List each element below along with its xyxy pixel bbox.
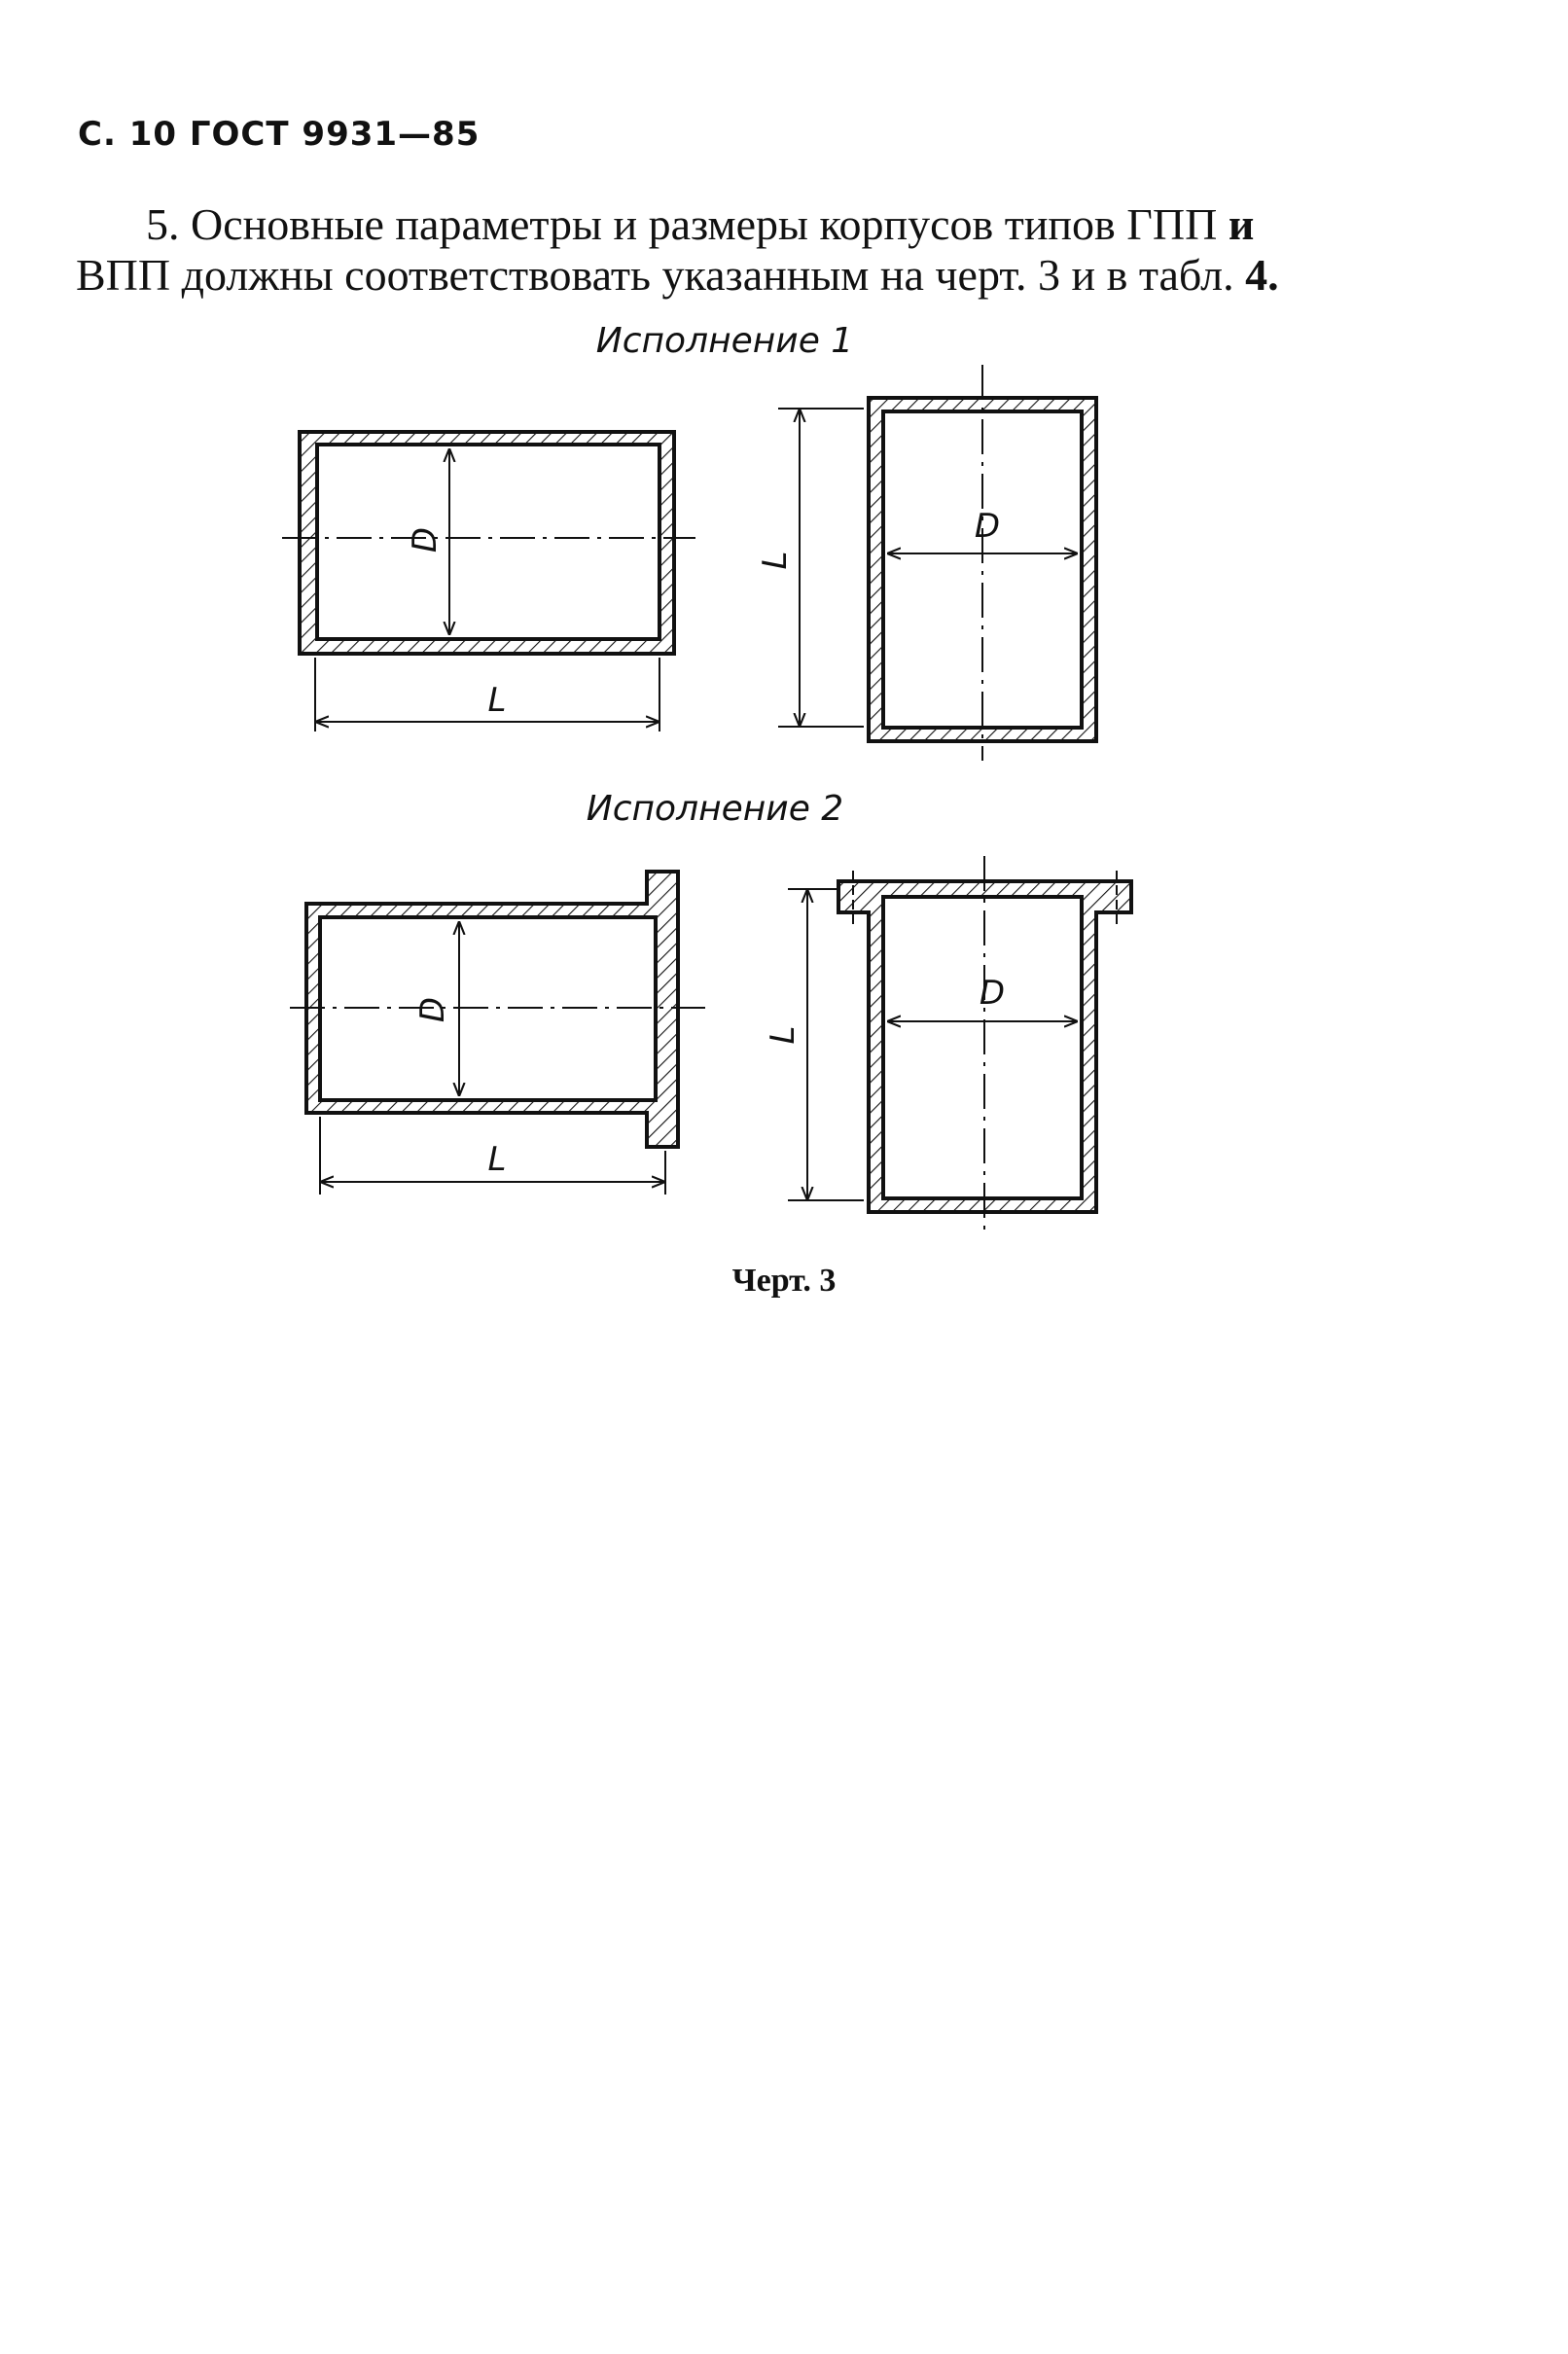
v1v-length-label: L — [756, 551, 795, 570]
paragraph-line-1-text: 5. Основные параметры и размеры корпусов типов ГПП — [146, 199, 1229, 249]
variant-2-title: Исполнение 2 — [586, 789, 844, 829]
v2v-diameter-label: D — [979, 974, 1006, 1013]
paragraph-line-2-text: ВПП должны соответствовать указанным на черт. 3 и в табл. — [76, 250, 1246, 300]
paragraph-line-1-end: и — [1228, 199, 1255, 249]
figure-caption: Черт. 3 — [731, 1263, 837, 1299]
v1v-diameter-label: D — [974, 507, 1001, 546]
page-header: С. 10 ГОСТ 9931—85 — [78, 115, 481, 154]
variant-2-vertical-housing — [764, 856, 1131, 1231]
v2h-diameter-label: D — [413, 996, 452, 1023]
paragraph-line-2-end: 4. — [1245, 250, 1279, 300]
v2h-length-label: L — [487, 1140, 507, 1179]
variant-1-vertical-housing — [756, 365, 1096, 761]
v1h-length-label: L — [487, 681, 507, 720]
variant-2-horizontal-housing — [290, 872, 705, 1195]
v1h-diameter-label: D — [406, 526, 445, 553]
v2v-length-label: L — [764, 1025, 802, 1045]
variant-1-horizontal-housing — [282, 432, 695, 731]
variant-1-title: Исполнение 1 — [595, 321, 854, 361]
